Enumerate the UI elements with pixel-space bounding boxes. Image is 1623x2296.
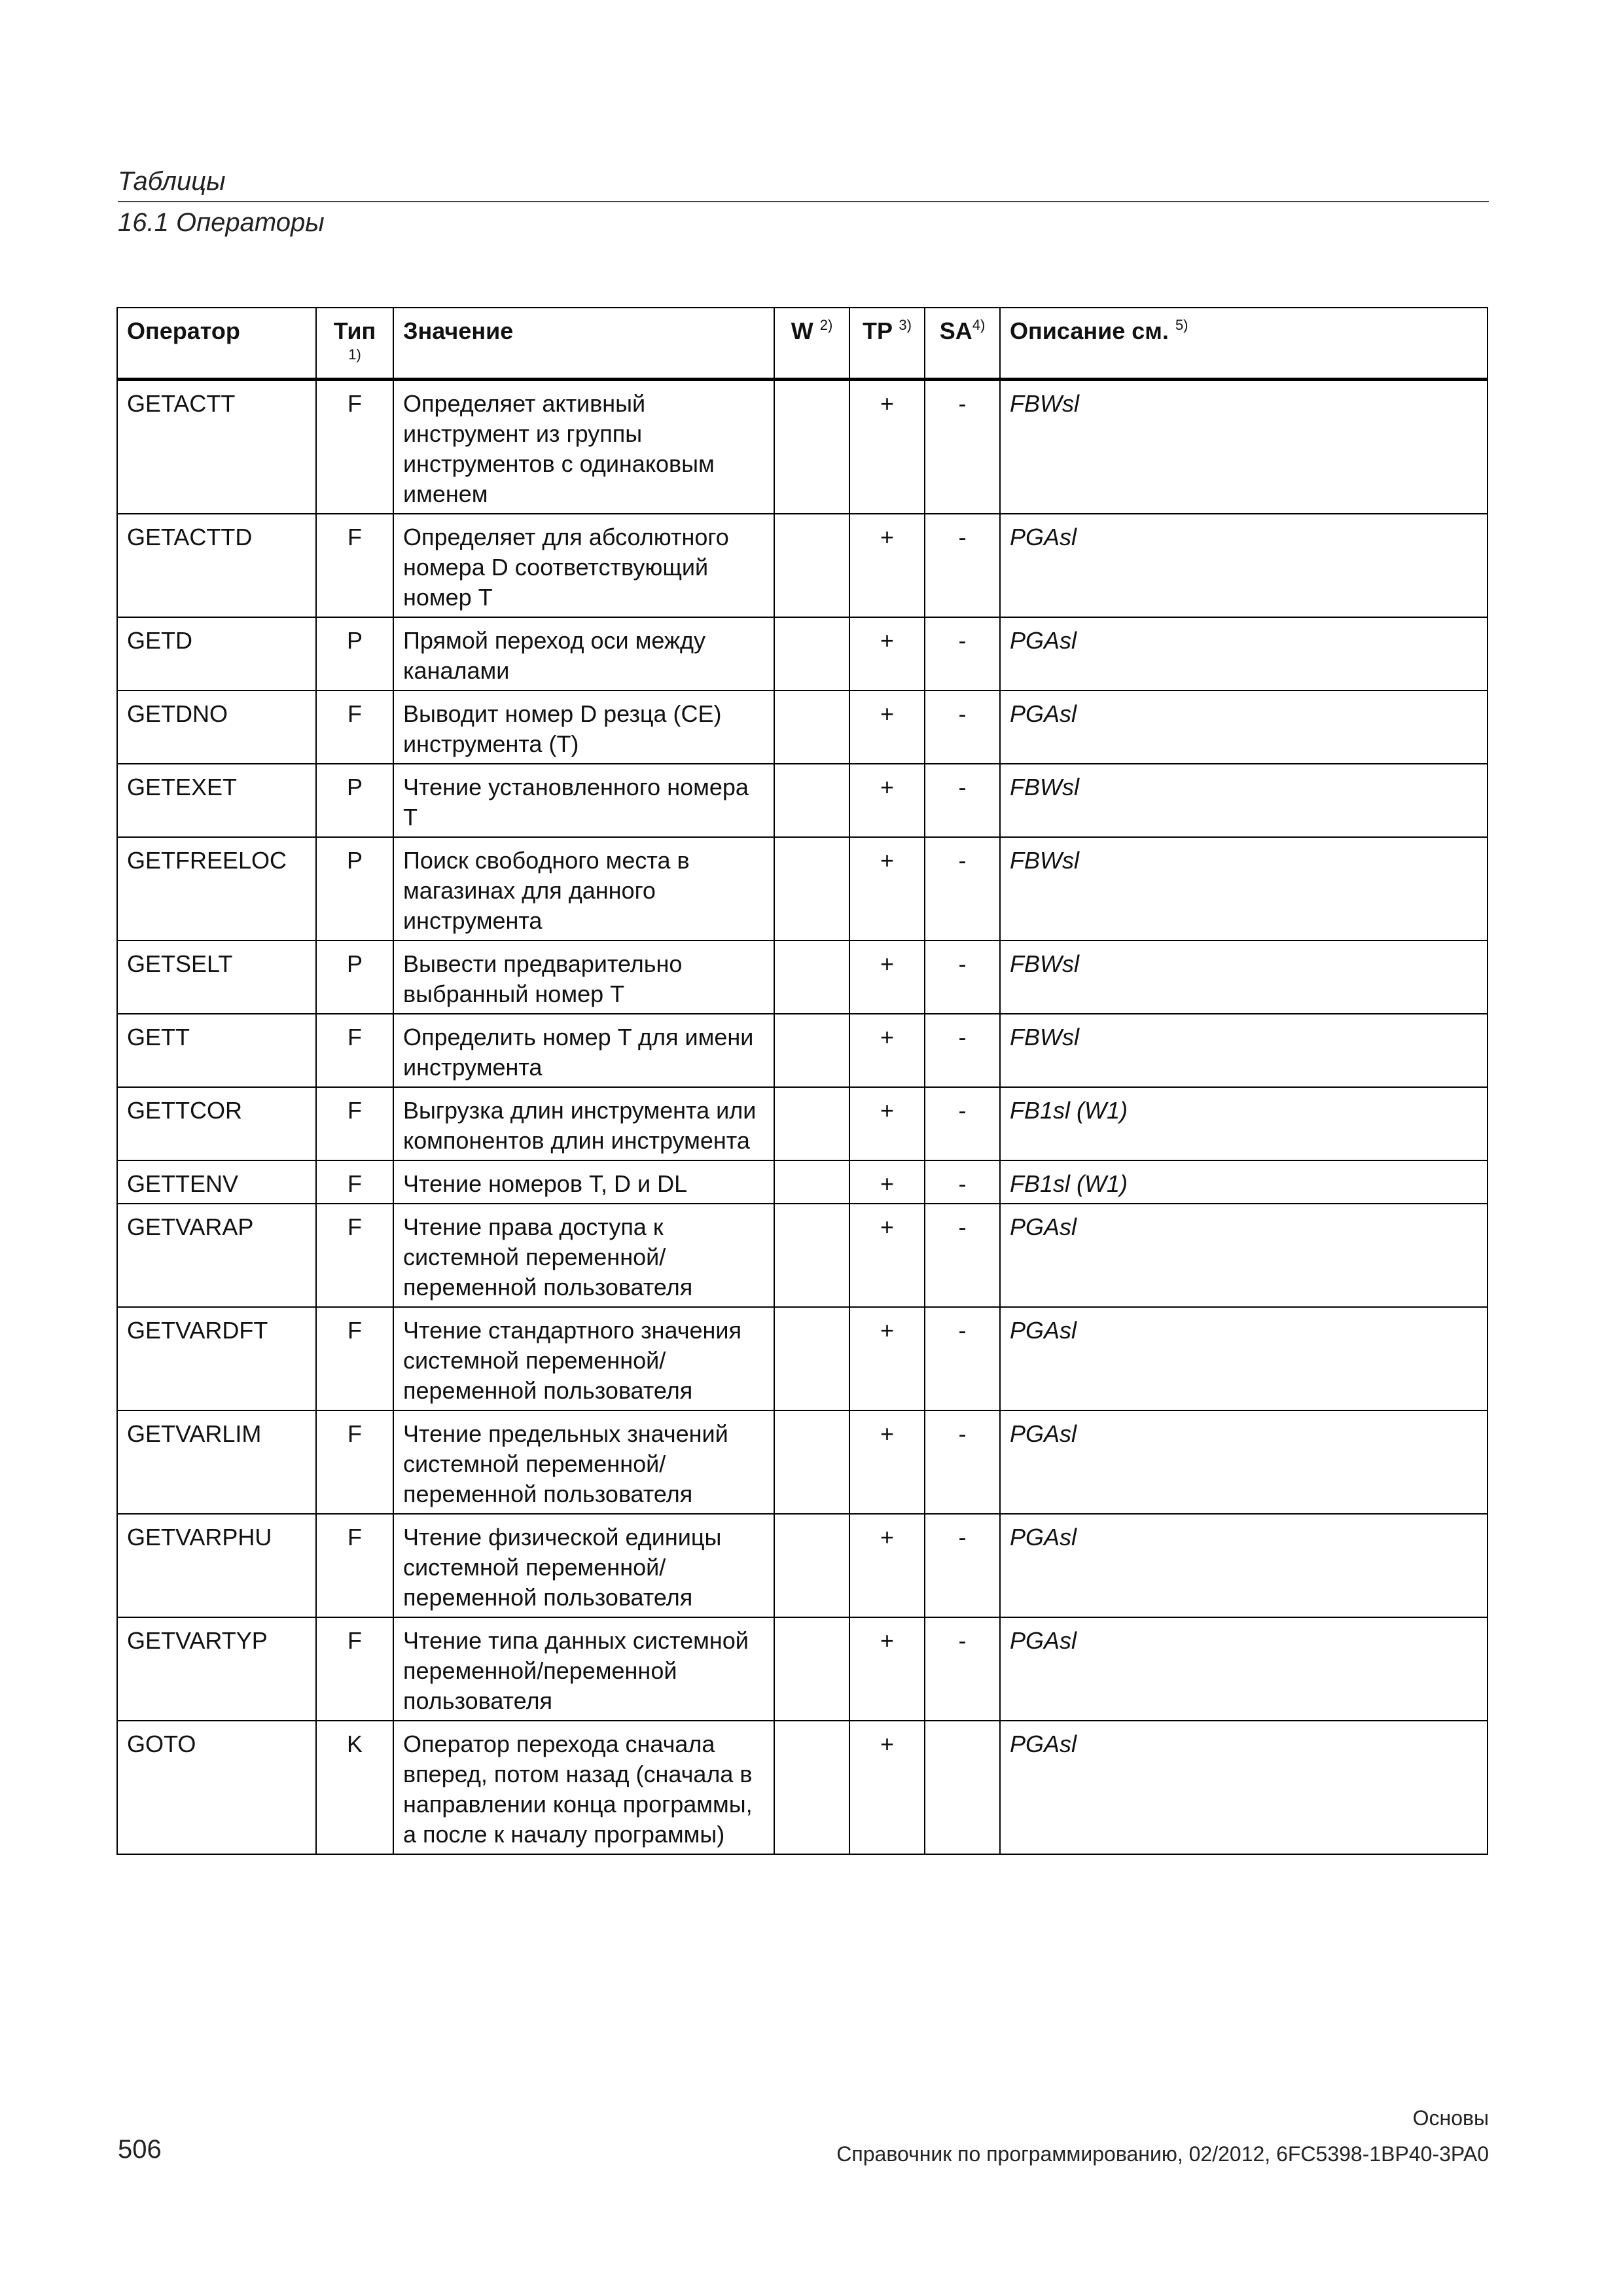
cell-w [774, 691, 849, 764]
footer-book-title: Основы [1412, 2106, 1489, 2130]
cell-tp: + [849, 514, 925, 617]
cell-operator: GETDNO [117, 691, 316, 764]
cell-reference: FBWsl [1000, 764, 1488, 837]
header-reference: Описание см. $^{5)}$ [1000, 308, 1488, 380]
cell-type: F [316, 1014, 393, 1087]
cell-meaning: Определяет для абсолютного номера D соответствующий номер T [393, 514, 774, 617]
table-row [117, 1204, 1488, 1307]
cell-operator: GETVARTYP [117, 1617, 316, 1721]
operators-table [116, 307, 1488, 1855]
cell-w [774, 1087, 849, 1160]
cell-tp: + [849, 1410, 925, 1514]
cell-tp: + [849, 1514, 925, 1617]
table-row [117, 1307, 1488, 1410]
cell-type: F [316, 380, 393, 514]
cell-type: F [316, 691, 393, 764]
cell-type: P [316, 837, 393, 941]
cell-w [774, 1410, 849, 1514]
cell-sa: - [925, 1204, 1000, 1307]
cell-reference: PGAsl [1000, 1410, 1488, 1514]
cell-w [774, 1204, 849, 1307]
table-row [117, 1514, 1488, 1617]
cell-operator: GETD [117, 617, 316, 691]
cell-meaning: Выводит номер D резца (CE) инструмента (T) [393, 691, 774, 764]
cell-meaning: Определяет активный инструмент из группы инструментов с одинаковым именем [393, 380, 774, 514]
cell-operator: GETEXET [117, 764, 316, 837]
cell-operator: GETVARDFT [117, 1307, 316, 1410]
cell-sa: - [925, 514, 1000, 617]
cell-tp: + [849, 837, 925, 941]
cell-meaning: Прямой переход оси между каналами [393, 617, 774, 691]
cell-reference: PGAsl [1000, 1617, 1488, 1721]
cell-reference: FBWsl [1000, 1014, 1488, 1087]
cell-reference: FB1sl (W1) [1000, 1160, 1488, 1204]
cell-tp: + [849, 1087, 925, 1160]
cell-reference: FBWsl [1000, 941, 1488, 1014]
cell-tp: + [849, 691, 925, 764]
cell-tp: + [849, 764, 925, 837]
table-row [117, 941, 1488, 1014]
cell-reference: PGAsl [1000, 1514, 1488, 1617]
header-sa-footnote: 4) [972, 317, 986, 333]
cell-w [774, 764, 849, 837]
cell-tp: + [849, 1014, 925, 1087]
cell-type: P [316, 941, 393, 1014]
cell-meaning: Чтение физической единицы системной переменной/переменной пользователя [393, 1514, 774, 1617]
cell-tp: + [849, 380, 925, 514]
header-sa: SA$^{4)}$ [925, 308, 1000, 380]
cell-reference: PGAsl [1000, 1204, 1488, 1307]
cell-sa: - [925, 1410, 1000, 1514]
cell-type: P [316, 764, 393, 837]
cell-meaning: Вывести предварительно выбранный номер T [393, 941, 774, 1014]
cell-tp: + [849, 1307, 925, 1410]
header-tp-footnote: 3) [899, 317, 912, 333]
header-meaning: Значение [393, 308, 774, 380]
cell-type: F [316, 1410, 393, 1514]
cell-operator: GETVARAP [117, 1204, 316, 1307]
table-row [117, 380, 1488, 514]
cell-reference: FBWsl [1000, 837, 1488, 941]
cell-sa: - [925, 837, 1000, 941]
cell-sa: - [925, 1014, 1000, 1087]
cell-meaning: Чтение номеров T, D и DL [393, 1160, 774, 1204]
cell-type: F [316, 1204, 393, 1307]
cell-tp: + [849, 1204, 925, 1307]
cell-w [774, 1721, 849, 1854]
cell-type: F [316, 1087, 393, 1160]
table-row [117, 514, 1488, 617]
cell-type: F [316, 1617, 393, 1721]
table-row [117, 617, 1488, 691]
cell-operator: GETTENV [117, 1160, 316, 1204]
header-reference-footnote: 5) [1175, 317, 1188, 333]
cell-operator: GETACTTD [117, 514, 316, 617]
cell-operator: GETVARLIM [117, 1410, 316, 1514]
cell-meaning: Чтение стандартного значения системной переменной/переменной пользователя [393, 1307, 774, 1410]
header-rule [118, 201, 1489, 202]
header-type: Тип 1) [316, 308, 393, 380]
table-row [117, 1410, 1488, 1514]
cell-w [774, 1160, 849, 1204]
header-operator: Оператор [117, 308, 316, 380]
cell-sa: - [925, 691, 1000, 764]
cell-w [774, 1617, 849, 1721]
table-row [117, 1087, 1488, 1160]
cell-tp: + [849, 617, 925, 691]
table-row [117, 1617, 1488, 1721]
header-w: W $^{2)}$ [774, 308, 849, 380]
cell-tp: + [849, 1160, 925, 1204]
cell-sa: - [925, 941, 1000, 1014]
cell-w [774, 1307, 849, 1410]
cell-reference: FBWsl [1000, 380, 1488, 514]
cell-w [774, 617, 849, 691]
cell-w [774, 1514, 849, 1617]
page-number: 506 [118, 2135, 162, 2164]
table-row [117, 1014, 1488, 1087]
cell-reference: PGAsl [1000, 617, 1488, 691]
cell-operator: GOTO [117, 1721, 316, 1854]
cell-sa [925, 1721, 1000, 1854]
cell-w [774, 941, 849, 1014]
cell-w [774, 380, 849, 514]
table-header-row [117, 308, 1488, 380]
cell-meaning: Определить номер T для имени инструмента [393, 1014, 774, 1087]
cell-meaning: Поиск свободного места в магазинах для данного инструмента [393, 837, 774, 941]
running-header-title: Таблицы [118, 167, 226, 196]
table-row [117, 1721, 1488, 1854]
cell-reference: FB1sl (W1) [1000, 1087, 1488, 1160]
cell-sa: - [925, 1307, 1000, 1410]
cell-meaning: Чтение права доступа к системной переменной/переменной пользователя [393, 1204, 774, 1307]
cell-type: F [316, 514, 393, 617]
cell-operator: GETVARPHU [117, 1514, 316, 1617]
cell-type: F [316, 1514, 393, 1617]
cell-w [774, 514, 849, 617]
cell-operator: GETACTT [117, 380, 316, 514]
cell-sa: - [925, 1160, 1000, 1204]
cell-meaning: Чтение типа данных системной переменной/переменной пользователя [393, 1617, 774, 1721]
cell-operator: GETFREELOC [117, 837, 316, 941]
footer-reference: Справочник по программированию, 02/2012, 6FC5398-1BP40-3PA0 [836, 2142, 1489, 2166]
cell-tp: + [849, 1617, 925, 1721]
running-header-section: 16.1 Операторы [118, 208, 325, 237]
header-type-footnote: 1) [348, 346, 361, 363]
table-row [117, 764, 1488, 837]
table-row [117, 691, 1488, 764]
cell-reference: PGAsl [1000, 1307, 1488, 1410]
cell-meaning: Чтение установленного номера T [393, 764, 774, 837]
cell-type: F [316, 1307, 393, 1410]
cell-meaning: Оператор перехода сначала вперед, потом назад (сначала в направлении конца программы, а после к началу программы) [393, 1721, 774, 1854]
cell-sa: - [925, 617, 1000, 691]
cell-w [774, 837, 849, 941]
cell-operator: GETSELT [117, 941, 316, 1014]
table-row [117, 1160, 1488, 1204]
cell-operator: GETTCOR [117, 1087, 316, 1160]
cell-meaning: Выгрузка длин инструмента или компонентов длин инструмента [393, 1087, 774, 1160]
cell-sa: - [925, 1087, 1000, 1160]
cell-type: P [316, 617, 393, 691]
cell-type: F [316, 1160, 393, 1204]
cell-sa: - [925, 1617, 1000, 1721]
cell-sa: - [925, 380, 1000, 514]
cell-reference: PGAsl [1000, 1721, 1488, 1854]
cell-tp: + [849, 1721, 925, 1854]
header-tp: TP $^{3)}$ [849, 308, 925, 380]
cell-type: K [316, 1721, 393, 1854]
cell-operator: GETT [117, 1014, 316, 1087]
cell-meaning: Чтение предельных значений системной переменной/переменной пользователя [393, 1410, 774, 1514]
cell-reference: PGAsl [1000, 691, 1488, 764]
cell-w [774, 1014, 849, 1087]
cell-sa: - [925, 764, 1000, 837]
table-row [117, 837, 1488, 941]
header-w-footnote: 2) [819, 317, 833, 333]
cell-sa: - [925, 1514, 1000, 1617]
cell-reference: PGAsl [1000, 514, 1488, 617]
cell-tp: + [849, 941, 925, 1014]
